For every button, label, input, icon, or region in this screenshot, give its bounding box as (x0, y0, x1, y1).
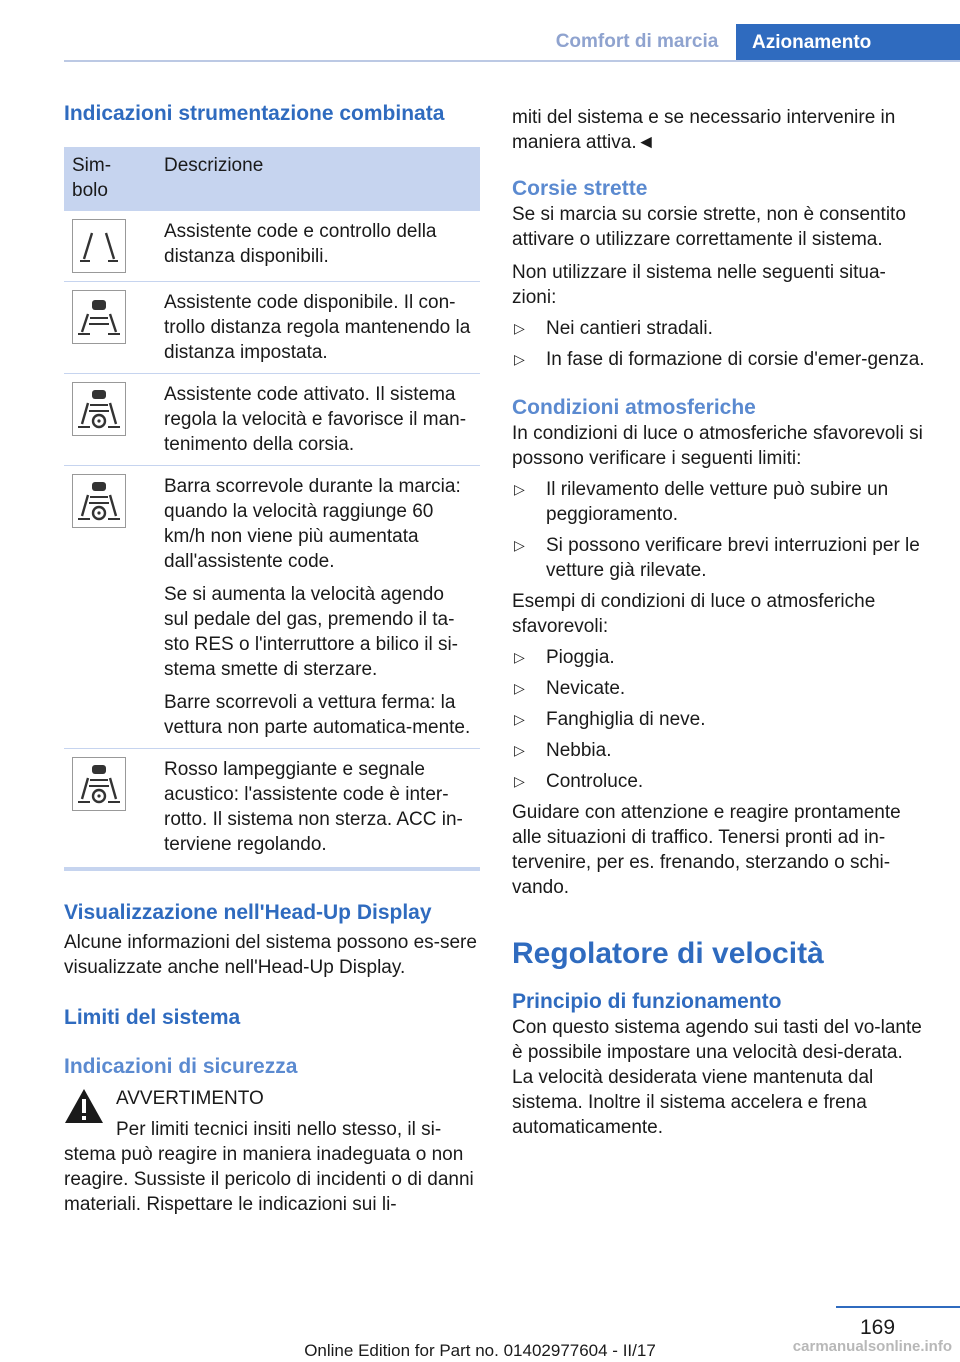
description-text: Se si aumenta la velocità agendo sul pedale del gas, premendo il ta-sto RES o l'interruttore a bilico il si-stema smette di sterzare. (164, 584, 459, 680)
instrument-cluster-title: Indicazioni strumentazione combinata (64, 102, 445, 125)
chapter-tab[interactable]: Azionamento (736, 24, 960, 62)
table-row (64, 282, 480, 374)
symbol-cell (64, 466, 156, 749)
page-header (0, 0, 960, 62)
table-row (64, 374, 480, 466)
narrow-lanes-p2: Non utilizzare il sistema nelle seguenti situa-zioni: (512, 262, 886, 308)
description-text: Rosso lampeggiante e segnale acustico: l'assistente code è inter-rotto. Il sistema non sterza. ACC in-terviene regolando. (164, 759, 463, 855)
narrow-lanes-list (512, 316, 928, 372)
weather-p1: In condizioni di luce o atmosferiche sfavorevoli si possono verificare i seguenti limiti: (512, 423, 923, 469)
warning-text: Per limiti tecnici insiti nello stesso, il si-stema può reagire in maniera inadeguata o non reagire. Sussiste il pericolo di incidenti o di danni materiali. Rispettare le indicazioni sui li- (64, 1119, 474, 1215)
car-lanes-icon (72, 290, 126, 344)
symbol-cell (64, 282, 156, 374)
description-cell (156, 282, 480, 374)
principle-title: Principio di funzionamento (512, 990, 782, 1013)
warning-title: AVVERTIMENTO (116, 1088, 264, 1109)
limits-title: Limiti del sistema (64, 1006, 241, 1029)
list-item: ▷ Nevicate. (512, 676, 928, 701)
description-cell (156, 374, 480, 466)
weather-title: Condizioni atmosferiche (512, 396, 756, 419)
description-text: Assistente code attivato. Il sistema regola la velocità e favorisce il man-tenimento della corsia. (164, 384, 467, 455)
page-number: 169 (860, 1316, 896, 1339)
table-header-description: Descrizione (156, 147, 480, 211)
description-text: Barre scorrevoli a vettura ferma: la vettura non parte automatica-mente. (164, 692, 471, 738)
narrow-lanes-title: Corsie strette (512, 177, 648, 200)
list-item: ▷ Pioggia. (512, 645, 928, 670)
description-cell (156, 466, 480, 749)
warning-continuation: miti del sistema e se necessario intervenire in maniera attiva.◄ (512, 107, 896, 153)
table-header-symbol: Sim- bolo (64, 147, 156, 211)
symbol-cell (64, 749, 156, 866)
table-row (64, 749, 480, 866)
principle-text: Con questo sistema agendo sui tasti del vo-lante è possibile impostare una velocità desi-derata. La velocità desiderata viene mantenuta dal sistema. Inoltre il sistema accelera e frena automaticamente. (512, 1017, 922, 1138)
weather-limits-list (512, 477, 928, 583)
description-text: Assistente code e controllo della distanza disponibili. (164, 221, 437, 267)
warning-block (64, 1086, 480, 1217)
car-lanes-steering-icon (72, 474, 126, 528)
right-column (512, 100, 928, 1140)
description-cell (156, 211, 480, 282)
symbols-table (64, 147, 480, 865)
description-text: Assistente code disponibile. Il con-trollo distanza regola mantenendo la distanza impostata. (164, 292, 471, 363)
hud-text: Alcune informazioni del sistema possono es-sere visualizzate anche nell'Head-Up Display. (64, 932, 477, 978)
warning-triangle-icon (64, 1088, 104, 1124)
left-column (64, 100, 480, 1217)
description-text: Barra scorrevole durante la marcia: quando la velocità raggiunge 60 km/h non viene più aumentata dall'assistente code. (164, 476, 461, 572)
list-item: ▷ Nei cantieri stradali. (512, 316, 928, 341)
list-item: ▷ In fase di formazione di corsie d'emer-genza. (512, 347, 928, 372)
symbol-cell (64, 374, 156, 466)
description-cell (156, 749, 480, 866)
list-item: ▷ Controluce. (512, 769, 928, 794)
table-row (64, 211, 480, 282)
car-lanes-steering-icon (72, 382, 126, 436)
weather-examples-list (512, 645, 928, 794)
watermark: carmanualsonline.info (792, 1338, 952, 1355)
section-tab[interactable]: Comfort di marcia (555, 31, 719, 52)
safety-title: Indicazioni di sicurezza (64, 1055, 298, 1078)
hud-title: Visualizzazione nell'Head-Up Display (64, 901, 432, 924)
edition-line: Online Edition for Part no. 01402977604 - II/17 (304, 1341, 656, 1360)
list-item: ▷ Nebbia. (512, 738, 928, 763)
narrow-lanes-p1: Se si marcia su corsie strette, non è consentito attivare o utilizzare correttamente il sistema. (512, 204, 906, 250)
lane-lines-icon (72, 219, 126, 273)
weather-p2: Esempi di condizioni di luce o atmosferiche sfavorevoli: (512, 591, 876, 637)
symbol-cell (64, 211, 156, 282)
list-item: ▷ Fanghiglia di neve. (512, 707, 928, 732)
list-item: ▷ Il rilevamento delle vetture può subire un peggioramento. (512, 477, 928, 527)
footer-rule (836, 1306, 960, 1308)
table-row (64, 466, 480, 749)
header-rule (64, 60, 960, 62)
weather-p3: Guidare con attenzione e reagire prontamente alle situazioni di traffico. Tenersi pronti ad in-tervenire, per es. frenando, sterzando o schi-vando. (512, 802, 901, 898)
car-lanes-steering-icon (72, 757, 126, 811)
list-item: ▷ Si possono verificare brevi interruzioni per le vetture già rilevate. (512, 533, 928, 583)
cruise-control-title: Regolatore di velocità (512, 937, 824, 970)
